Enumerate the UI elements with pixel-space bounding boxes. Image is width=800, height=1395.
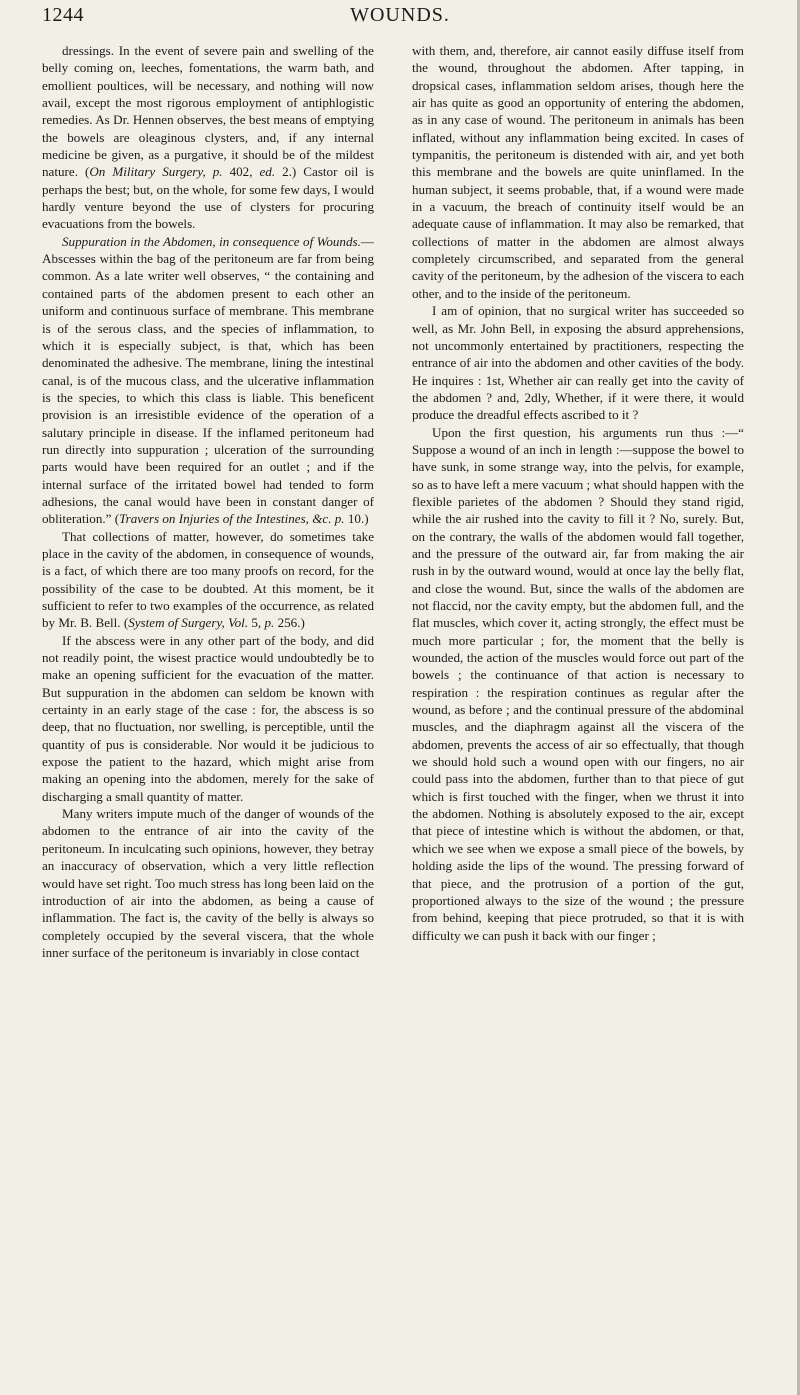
- italic-citation: p.: [264, 615, 275, 631]
- left-column: [42, 42, 374, 961]
- paragraph-text: 256.): [274, 615, 305, 631]
- paragraph-text: 2.) Castor oil is perhaps the best; but, on the whole, for some few days, I would hardly venture beyond the use of clysters for procuring evacuations from the bowels.: [42, 164, 375, 232]
- paragraph-text: dressings. In the event of severe pain and swelling of the belly coming on, leeches, fomentations, the warm bath, and emollient poultices, will be necessary, and nothing will now avail, except the most rigorous employment of antiphlogistic remedies. As Dr. Hennen observes, the best means of emptying the bowels are oleaginous clysters, and, if any internal medicine be given, as a purgative, it should be of the mildest nature. (: [42, 43, 374, 180]
- paragraph: [412, 42, 744, 302]
- paragraph-text: 5,: [248, 615, 265, 631]
- paragraph: [42, 528, 374, 632]
- running-header: [42, 4, 758, 32]
- italic-citation: System of Surgery, Vol.: [128, 615, 249, 631]
- italic-citation: On Military Surgery, p.: [89, 164, 223, 180]
- paragraph: [412, 302, 744, 423]
- paragraph-text: I am of opinion, that no surgical writer has succeeded so well, as Mr. John Bell, in exposing the absurd apprehensions, not uncommonly entertained by practitioners, respecting the entrance of air into the abdomen and other cavities of the body. He inquires : 1st, Whether air can really get into the cavity of the abdomen ? and, 2dly, Whether, if it were there, it would produce the dreadful effects ascribed to it ?: [412, 303, 744, 423]
- paragraph: [42, 805, 374, 961]
- paragraph-text: Many writers impute much of the danger of wounds of the abdomen to the entrance of air into the cavity of the peritoneum. In inculcating such opinions, however, they betray an inaccuracy of observation, which a very little reflection would have set right. Too much stress has long been laid on the introduction of air into the abdomen, as being a cause of inflammation. The fact is, the cavity of the belly is always so completely occupied by the several viscera, that the whole inner surface of the peritoneum is invariably in close contact: [42, 806, 374, 960]
- right-column: [412, 42, 744, 944]
- paragraph-text: If the abscess were in any other part of the body, and did not readily point, the wisest practice would undoubtedly be to make an opening sufficient for the evacuation of the matter. But suppuration in the abdomen can seldom be known with certainty in an early stage of the case : for, the abscess is so deep, that no fluctuation, nor swelling, is perceptible, until the quantity of pus is considerable. Nor would it be judicious to expose the patient to the hazard, which might arise from making an opening into the abdomen, merely for the sake of discharging a small quantity of matter.: [42, 632, 374, 804]
- paragraph: [42, 632, 374, 805]
- paragraph: [42, 42, 374, 233]
- paragraph: [42, 233, 374, 528]
- paragraph-text: 10.): [344, 511, 369, 527]
- italic-citation: Travers on Injuries of the Intestines, &c. p.: [119, 511, 345, 527]
- paragraph-text: —Abscesses within the bag of the peritoneum are far from being common. As a late writer well observes, “ the containing and contained parts of the abdomen present to each other an uniform and continuous surface of membrane. This membrane is of the serous class, and the species of inflammation, to which it is especially subject, is that, which has been denominated the adhesive. The membrane, lining the intestinal canal, is of the mucous class, and the ulcerative inflammation is the species, to which this class is liable. This beneficent provision is an irresistible evidence of the operation of a salutary principle in disease. If the inflamed peritoneum had run directly into suppuration ; ulceration of the surrounding parts would have been required for an outlet ; and if the internal surface of the irritated bowel had tended to form adhesions, the canal would have been in constant danger of obliteration.” (: [42, 233, 374, 527]
- italic-citation: ed.: [259, 164, 276, 180]
- running-title: WOUNDS.: [350, 4, 450, 26]
- paragraph: [412, 424, 744, 944]
- paragraph-text: 402,: [222, 164, 260, 180]
- italic-citation: Suppuration in the Abdomen, in consequence of Wounds.: [62, 233, 361, 249]
- paragraph-text: with them, and, therefore, air cannot easily diffuse itself from the wound, throughout the abdomen. After tapping, in dropsical cases, inflammation seldom arises, though here the air has quite as good an opportunity of entering the abdomen, as in any case of wound. The peritoneum in animals has been inflated, without any inflammation being excited. In cases of tympanitis, the peritoneum is distended with air, and yet both this membrane and the bowels are quite uninflamed. In the human subject, it seems probable, that, if a wound were made in a vacuum, the breach of continuity itself would be an adequate cause of inflammation. It may also be remarked, that collections of matter in the abdomen are almost always completely circumscribed, and separated from the general cavity of the peritoneum, by the adhesion of the viscera to each other, and to the inside of the peritoneum.: [412, 43, 744, 301]
- page-number: 1244: [42, 4, 84, 26]
- paragraph-text: That collections of matter, however, do sometimes take place in the cavity of the abdomen, in consequence of wounds, is a fact, of which there are too many proofs on record, for the possibility of the case to be doubted. At this moment, be it sufficient to refer to two examples of the occurrence, as related by Mr. B. Bell. (: [42, 528, 374, 631]
- paragraph-text: Upon the first question, his arguments run thus :—“ Suppose a wound of an inch in length :—suppose the bowel to have sunk, in some strange way, into the pelvis, for example, so as to have left a mere vacuum ; what should happen with the flexible parietes of the abdomen ? Should they stand rigid, while the air rushed into the cavity to fill it ? No, surely. But, on the contrary, the walls of the abdomen would fall together, and the pressure of the outward air, far from making the air rush in by the outward wound, would at once lay the belly flat, and close the wound. But, since the walls of the abdomen are not flaccid, nor the cavity empty, but the abdomen full, and the flat muscles, which cover it, acting strongly, the effect must be much more particular ; for, the moment that the belly is wounded, the action of the muscles would force out part of the bowels ; the continuance of that action is necessary to respiration : the respiration continues as regular after the wound, as before ; and the continual pressure of the abdominal muscles, and the diaphragm against all the viscera of the abdomen, prevents the access of air so effectually, that though we should hold such a wound open with our fingers, no air could pass into the abdomen, further than to that piece of gut which is first touched with the finger, when we thrust it into the abdomen. Nothing is absolutely exposed to the air, except that piece of intestine which is without the abdomen, or that, which we see when we expose a small piece of the bowels, by holding aside the lips of the wound. The pressing forward of that piece, and the protrusion of a portion of the gut, proportioned always to the size of the wound ; the pressure from behind, keeping that piece protruded, so that it is with difficulty we can push it back with our finger ;: [412, 424, 744, 943]
